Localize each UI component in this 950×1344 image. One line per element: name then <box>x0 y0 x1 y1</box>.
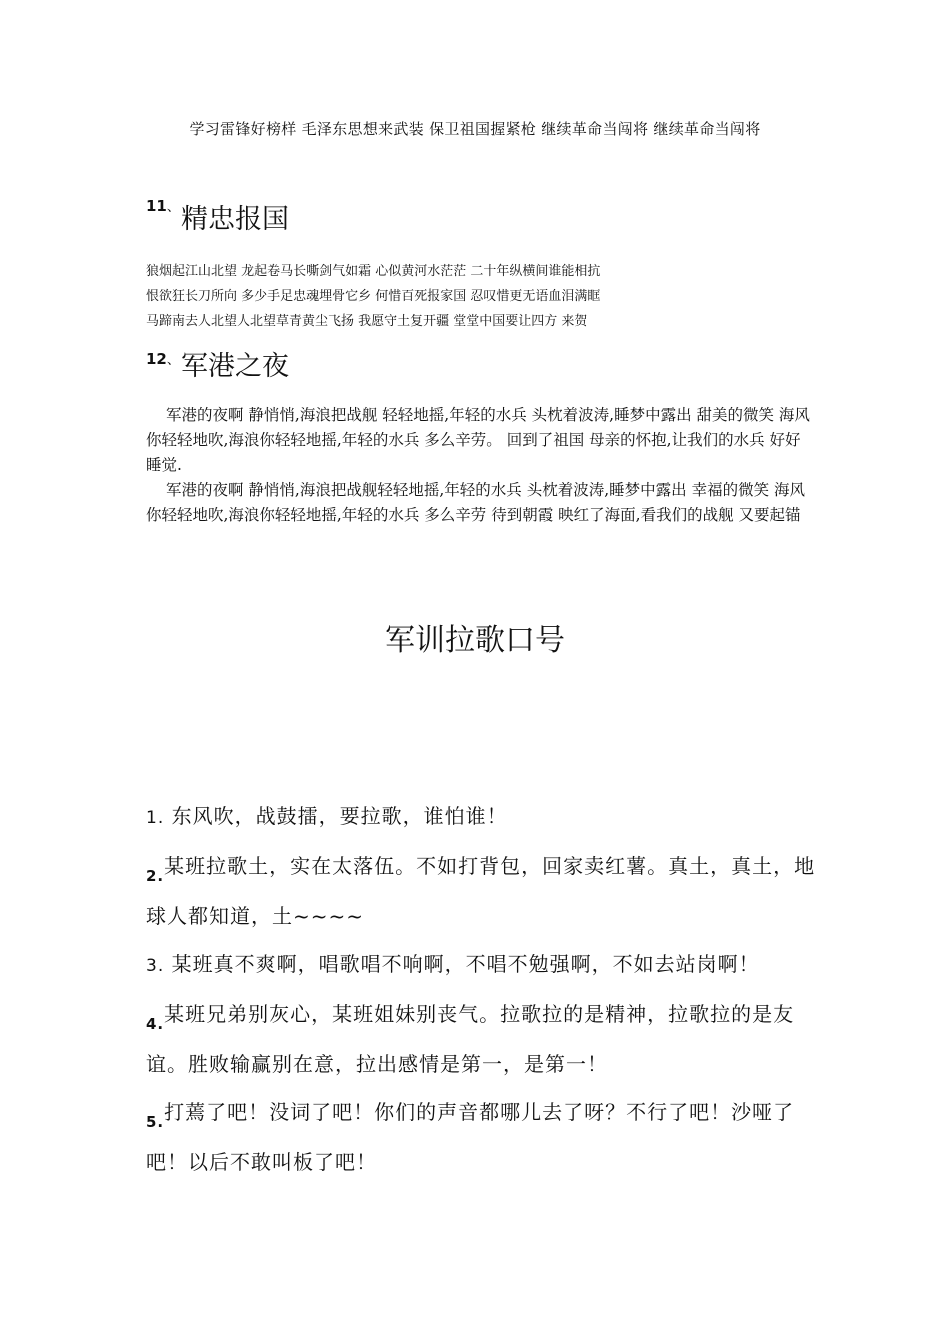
item-text: 某班真不爽啊，唱歌唱不响啊，不唱不勉强啊，不如去站岗啊！ <box>171 952 760 976</box>
section-separator: 、 <box>166 353 180 368</box>
lyrics-paragraph: 军港的夜啊 静悄悄,海浪把战舰轻轻地摇,年轻的水兵 头枕着波涛,睡梦中露出 幸福的微笑 海风你轻轻地吹,海浪你轻轻地摇,年轻的水兵 多么辛劳 待到朝霞 映红了海面,看我们的战舰 又要起锚 <box>146 481 805 524</box>
list-item <box>146 842 816 940</box>
slogan-list <box>146 792 816 1186</box>
item-number: 4. <box>146 1015 165 1033</box>
item-text: 某班拉歌土，实在太落伍。不如打背包，回家卖红薯。真土，真土，地球人都知道，土~~~~ <box>146 854 816 928</box>
section-title: 精忠报国 <box>181 204 289 235</box>
lyrics-line: 狼烟起江山北望 龙起卷马长嘶剑气如霜 心似黄河水茫茫 二十年纵横间谁能相抗 <box>146 264 601 279</box>
item-number: 1. <box>146 808 165 828</box>
list-item <box>146 792 816 842</box>
section-11-heading <box>146 196 180 215</box>
list-item <box>146 1088 816 1186</box>
item-number: 5. <box>146 1113 165 1131</box>
item-text: 打蔫了吧！没词了吧！你们的声音都哪儿去了呀？不行了吧！沙哑了吧！以后不敢叫板了吧！ <box>146 1100 795 1174</box>
section-title: 军港之夜 <box>181 351 289 382</box>
list-item <box>146 940 816 990</box>
lyrics-line: 恨欲狂长刀所向 多少手足忠魂埋骨它乡 何惜百死报家国 忍叹惜更无语血泪满眶 <box>146 289 601 304</box>
item-number: 2. <box>146 867 165 885</box>
section-12-heading <box>146 349 180 368</box>
page-title: 军训拉歌口号 <box>385 623 565 658</box>
section-number: 12 <box>146 350 167 368</box>
list-item <box>146 990 816 1088</box>
lyrics-block <box>146 403 814 528</box>
item-text: 某班兄弟别灰心，某班姐妹别丧气。拉歌拉的是精神，拉歌拉的是友谊。胜败输赢别在意，拉出感情是第一，是第一！ <box>146 1002 795 1076</box>
lyrics-line: 马蹄南去人北望人北望草青黄尘飞扬 我愿守土复开疆 堂堂中国要让四方 来贺 <box>146 314 588 329</box>
song-lyrics-line: 学习雷锋好榜样 毛泽东思想来武装 保卫祖国握紧枪 继续革命当闯将 继续革命当闯将 <box>189 120 761 138</box>
item-text: 东风吹，战鼓擂，要拉歌，谁怕谁！ <box>171 804 508 828</box>
item-number: 3. <box>146 956 165 976</box>
section-separator: 、 <box>166 200 180 215</box>
section-number: 11 <box>146 197 167 215</box>
lyrics-paragraph: 军港的夜啊 静悄悄,海浪把战舰 轻轻地摇,年轻的水兵 头枕着波涛,睡梦中露出 甜美的微笑 海风你轻轻地吹,海浪你轻轻地摇,年轻的水兵 多么辛劳。 回到了祖国 母亲的怀抱,让我们的水兵 好好睡觉. <box>146 406 810 474</box>
